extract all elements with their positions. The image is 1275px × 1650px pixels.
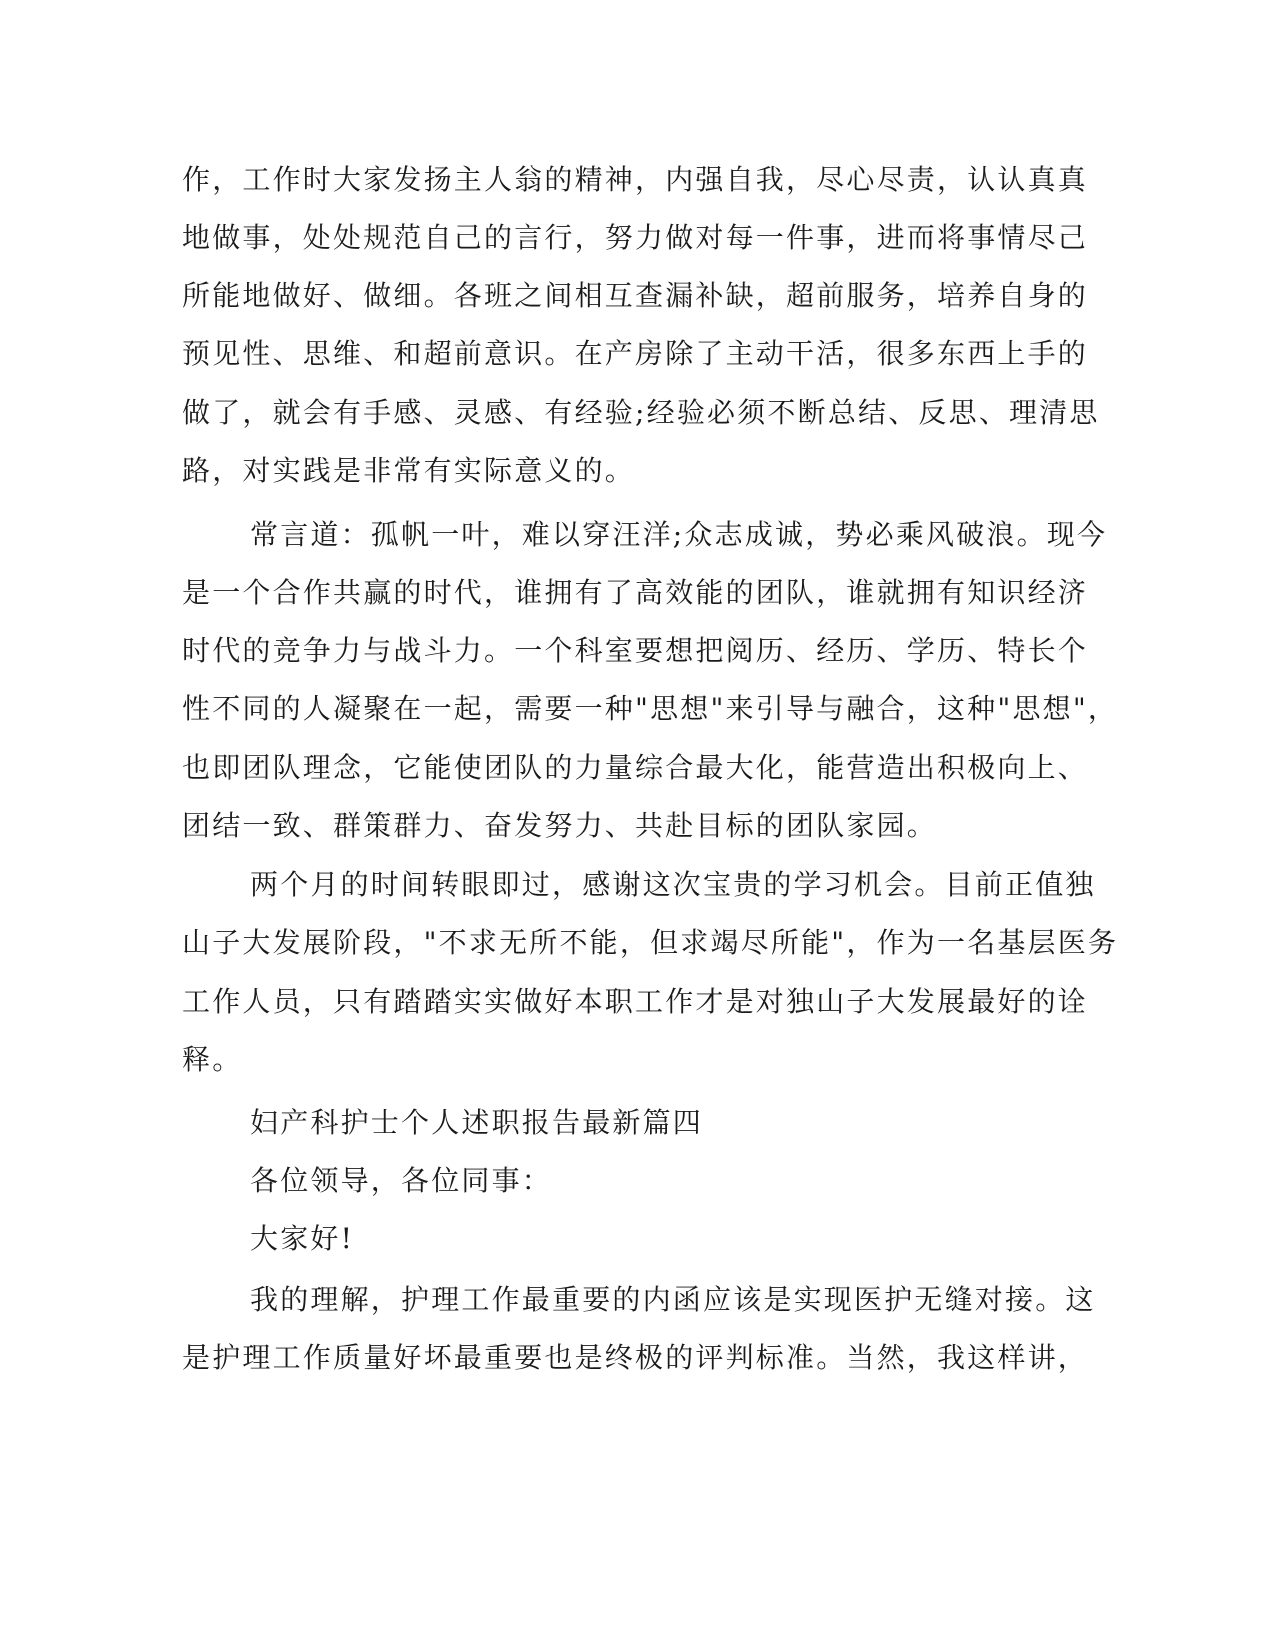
text-line: 路，对实践是非常有实际意义的。 xyxy=(182,454,636,487)
paragraph-first-line: 两个月的时间转眼即过，感谢这次宝贵的学习机会。目前正值独 xyxy=(250,868,1096,901)
text-line: 工作人员，只有踏踏实实做好本职工作才是对独山子大发展最好的诠 xyxy=(182,985,1089,1018)
section-heading: 妇产科护士个人述职报告最新篇四 xyxy=(250,1106,704,1139)
text-line: 所能地做好、做细。各班之间相互查漏补缺，超前服务，培养自身的 xyxy=(182,279,1089,312)
text-line: 时代的竞争力与战斗力。一个科室要想把阅历、经历、学历、特长个 xyxy=(182,634,1089,667)
text-line: 性不同的人凝聚在一起，需要一种"思想"来引导与融合，这种"思想"， xyxy=(182,692,1119,725)
paragraph-first-line: 常言道：孤帆一叶，难以穿汪洋;众志成诚，势必乘风破浪。现今 xyxy=(250,518,1108,551)
greeting: 大家好! xyxy=(250,1222,355,1255)
paragraph-first-line: 我的理解，护理工作最重要的内函应该是实现医护无缝对接。这 xyxy=(250,1283,1096,1316)
text-line: 预见性、思维、和超前意识。在产房除了主动干活，很多东西上手的 xyxy=(182,337,1089,370)
text-line: 是一个合作共赢的时代，谁拥有了高效能的团队，谁就拥有知识经济 xyxy=(182,576,1089,609)
text-line: 作，工作时大家发扬主人翁的精神，内强自我，尽心尽责，认认真真 xyxy=(182,163,1089,196)
salutation: 各位领导，各位同事： xyxy=(250,1164,553,1197)
text-line: 地做事，处处规范自己的言行，努力做对每一件事，进而将事情尽己 xyxy=(182,221,1089,254)
text-line: 团结一致、群策群力、奋发努力、共赴目标的团队家园。 xyxy=(182,809,938,842)
text-line: 做了，就会有手感、灵感、有经验;经验必须不断总结、反思、理清思 xyxy=(182,396,1100,429)
text-line: 是护理工作质量好坏最重要也是终极的评判标准。当然，我这样讲， xyxy=(182,1341,1089,1374)
text-line: 也即团队理念，它能使团队的力量综合最大化，能营造出积极向上、 xyxy=(182,751,1089,784)
text-line: 释。 xyxy=(182,1043,243,1076)
text-line: 山子大发展阶段，"不求无所不能，但求竭尽所能"，作为一名基层医务 xyxy=(182,926,1119,959)
